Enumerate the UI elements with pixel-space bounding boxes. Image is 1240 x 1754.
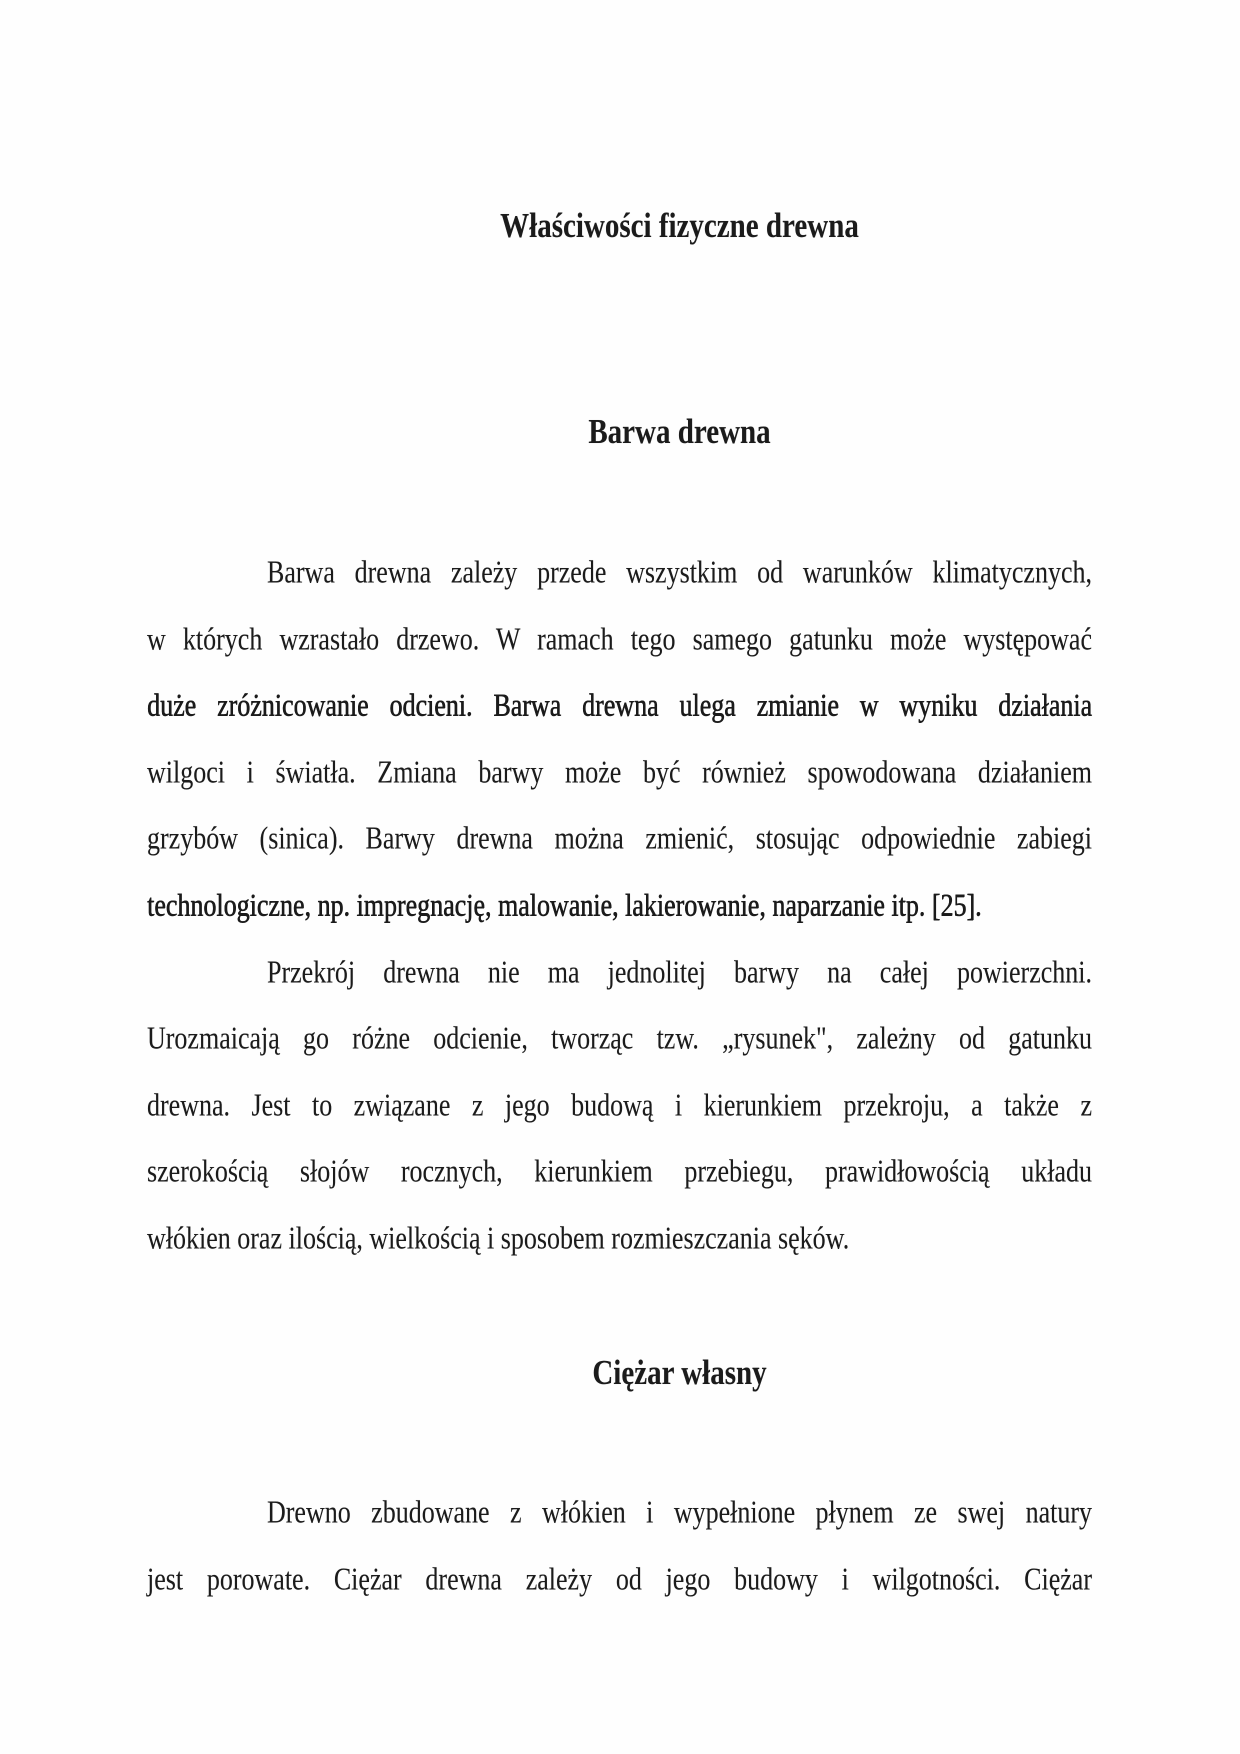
text-line: grzybów (sinica). Barwy drewna można zmienić, stosując odpowiednie zabiegi: [147, 821, 1092, 857]
text-line: w których wzrastało drzewo. W ramach tego samego gatunku może występować: [147, 621, 1092, 657]
text-line: Przekrój drewna nie ma jednolitej barwy na całej powierzchni.: [267, 954, 1092, 990]
text-line: Urozmaicają go różne odcienie, tworząc tzw. „rysunek", zależny od gatunku: [147, 1021, 1092, 1056]
text-line: technologiczne, np. impregnację, malowanie, lakierowanie, naparzanie itp. [25].: [147, 887, 982, 923]
paragraph: [147, 1480, 1092, 1613]
text-line: szerokością słojów rocznych, kierunkiem przebiegu, prawidłowością układu: [147, 1154, 1092, 1190]
text-line: Drewno zbudowane z włókien i wypełnione płynem ze swej natury: [267, 1494, 1092, 1530]
document-title: Właściwości fizyczne drewna: [500, 206, 859, 246]
text-line: wilgoci i światła. Zmiana barwy może być również spowodowana działaniem: [147, 754, 1092, 790]
section-ciezar-wlasny-body: [147, 1480, 1092, 1613]
text-line: włókien oraz ilością, wielkością i sposobem rozmieszczania sęków.: [147, 1220, 850, 1256]
text-line: jest porowate. Ciężar drewna zależy od jego budowy i wilgotności. Ciężar: [147, 1561, 1092, 1597]
text-line: Barwa drewna zależy przede wszystkim od warunków klimatycznych,: [267, 554, 1092, 590]
text-line: duże zróżnicowanie odcieni. Barwa drewna ulega zmianie w wyniku działania: [147, 688, 1092, 723]
section-heading-barwa-drewna: Barwa drewna: [588, 412, 771, 452]
text-line: drewna. Jest to związane z jego budową i kierunkiem przekroju, a także z: [147, 1087, 1092, 1123]
section-barwa-drewna-body: [147, 540, 1092, 1273]
paragraph: [147, 540, 1092, 940]
section-heading-ciezar-wlasny: Ciężar własny: [592, 1353, 767, 1393]
paragraph: [147, 940, 1092, 1273]
